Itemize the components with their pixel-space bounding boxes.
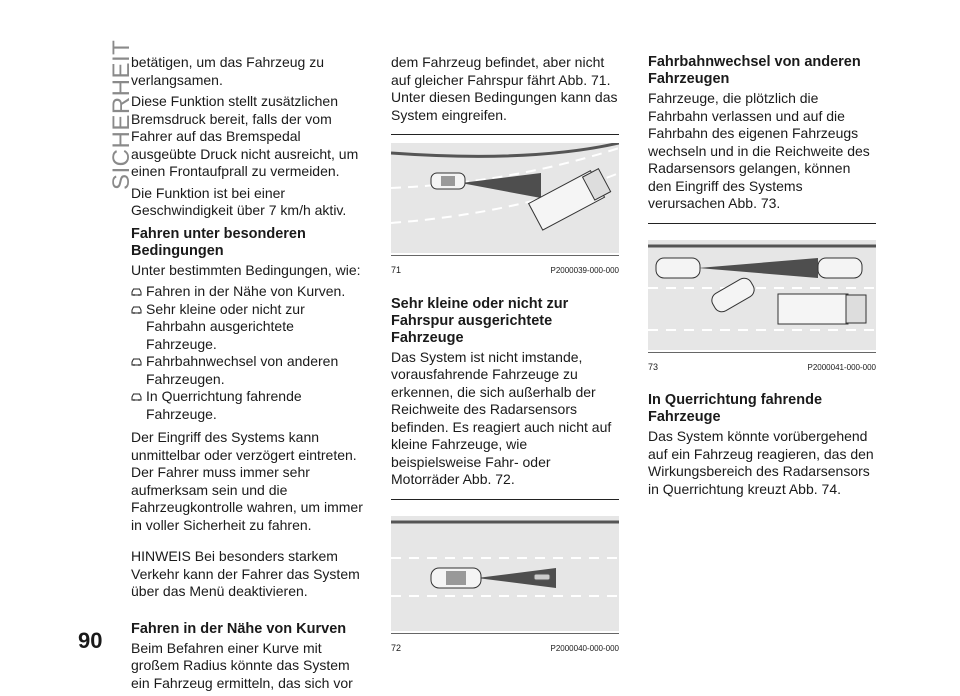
figure-71-illustration bbox=[391, 143, 619, 253]
section-title bbox=[78, 39, 135, 190]
figure-72 bbox=[391, 499, 619, 658]
column-2 bbox=[391, 54, 619, 657]
car-icon bbox=[131, 392, 142, 401]
section-heading: Fahren in der Nähe von Kurven bbox=[131, 620, 347, 637]
page-number: 90 bbox=[78, 628, 103, 653]
paragraph: Fahrzeuge, die plötzlich die Fahrbahn verlassen und auf die Fahrbahn des eigenen Fahrzeugs wechseln und in die Reichweite des Radarsensors gelangen, können den Eingriff des Systems verursachen Abb. 73. bbox=[648, 90, 870, 211]
figure-code: P2000040-000-000 bbox=[550, 643, 619, 653]
note-paragraph: HINWEIS Bei besonders starkem Verkehr kann der Fahrer das System über das Menü deaktivieren. bbox=[131, 548, 360, 599]
list-item: Sehr kleine oder nicht zur Fahrbahn ausgerichtete Fahrzeuge. bbox=[131, 301, 367, 354]
paragraph: Das System ist nicht imstande, vorausfahrende Fahrzeuge zu erkennen, die sich außerhalb der Reichweite des Radarsensors befinden. Es reagiert auch nicht auf kleine Fahrzeuge, wie beispielsweise Fahr- oder Motorräder Abb. 72. bbox=[391, 348, 612, 487]
figure-number: 71 bbox=[391, 265, 402, 275]
figure-73-illustration bbox=[648, 240, 876, 350]
column-3 bbox=[648, 54, 876, 502]
paragraph: Diese Funktion stellt zusätzlichen Bremsdruck bereit, falls der vom Fahrer auf das Bremspedal ausgeübte Druck nicht ausreicht, um einen Frontaufprall zu vermeiden. bbox=[131, 93, 359, 179]
section-title-text: SICHERHEIT bbox=[108, 39, 135, 190]
column-1 bbox=[131, 54, 367, 696]
conditions-list bbox=[131, 283, 367, 423]
paragraph: Der Eingriff des Systems kann unmittelbar oder verzögert eintreten. Der Fahrer muss immer sehr aufmerksam sein und die Fahrzeugkontrolle wahren, um immer in voller Sicherheit zu fahren. bbox=[131, 429, 363, 533]
figure-number: 72 bbox=[391, 642, 402, 653]
list-item: Fahrbahnwechsel von anderen Fahrzeugen. bbox=[131, 353, 367, 388]
paragraph: Unter bestimmten Bedingungen, wie: bbox=[131, 261, 361, 278]
section-heading: Sehr kleine oder nicht zur Fahrspur ausgerichtete Fahrzeuge bbox=[391, 295, 569, 346]
figure-number: 73 bbox=[648, 361, 659, 372]
paragraph: Das System könnte vorübergehend auf ein Fahrzeug reagieren, das den Wirkungsbereich des Radarsensors in Querrichtung kreuzt Abb. 74. bbox=[648, 428, 874, 497]
figure-73 bbox=[648, 223, 876, 377]
figure-code: P2000041-000-000 bbox=[807, 362, 876, 372]
paragraph: Die Funktion ist bei einer Geschwindigkeit über 7 km/h aktiv. bbox=[131, 184, 347, 218]
paragraph: betätigen, um das Fahrzeug zu verlangsamen. bbox=[131, 54, 325, 88]
list-item: Fahren in der Nähe von Kurven. bbox=[131, 283, 367, 301]
section-heading: In Querrichtung fahrende Fahrzeuge bbox=[648, 392, 823, 425]
figure-code: P2000039-000-000 bbox=[550, 266, 619, 275]
list-item: In Querrichtung fahrende Fahrzeuge. bbox=[131, 388, 367, 423]
section-heading: Fahrbahnwechsel von anderen Fahrzeugen bbox=[648, 54, 861, 87]
section-heading: Fahren unter besonderen Bedingungen bbox=[131, 225, 306, 259]
figure-72-illustration bbox=[391, 516, 619, 631]
car-icon bbox=[131, 305, 142, 314]
paragraph: Beim Befahren einer Kurve mit großem Radius könnte das System ein Fahrzeug ermitteln, das sich vor bbox=[131, 639, 353, 691]
car-icon bbox=[131, 287, 142, 296]
figure-71 bbox=[391, 134, 619, 280]
car-icon bbox=[131, 357, 142, 366]
paragraph: dem Fahrzeug befindet, aber nicht auf gleicher Fahrspur fährt Abb. 71. Unter diesen Bedingungen kann das System eingreifen. bbox=[391, 54, 618, 123]
